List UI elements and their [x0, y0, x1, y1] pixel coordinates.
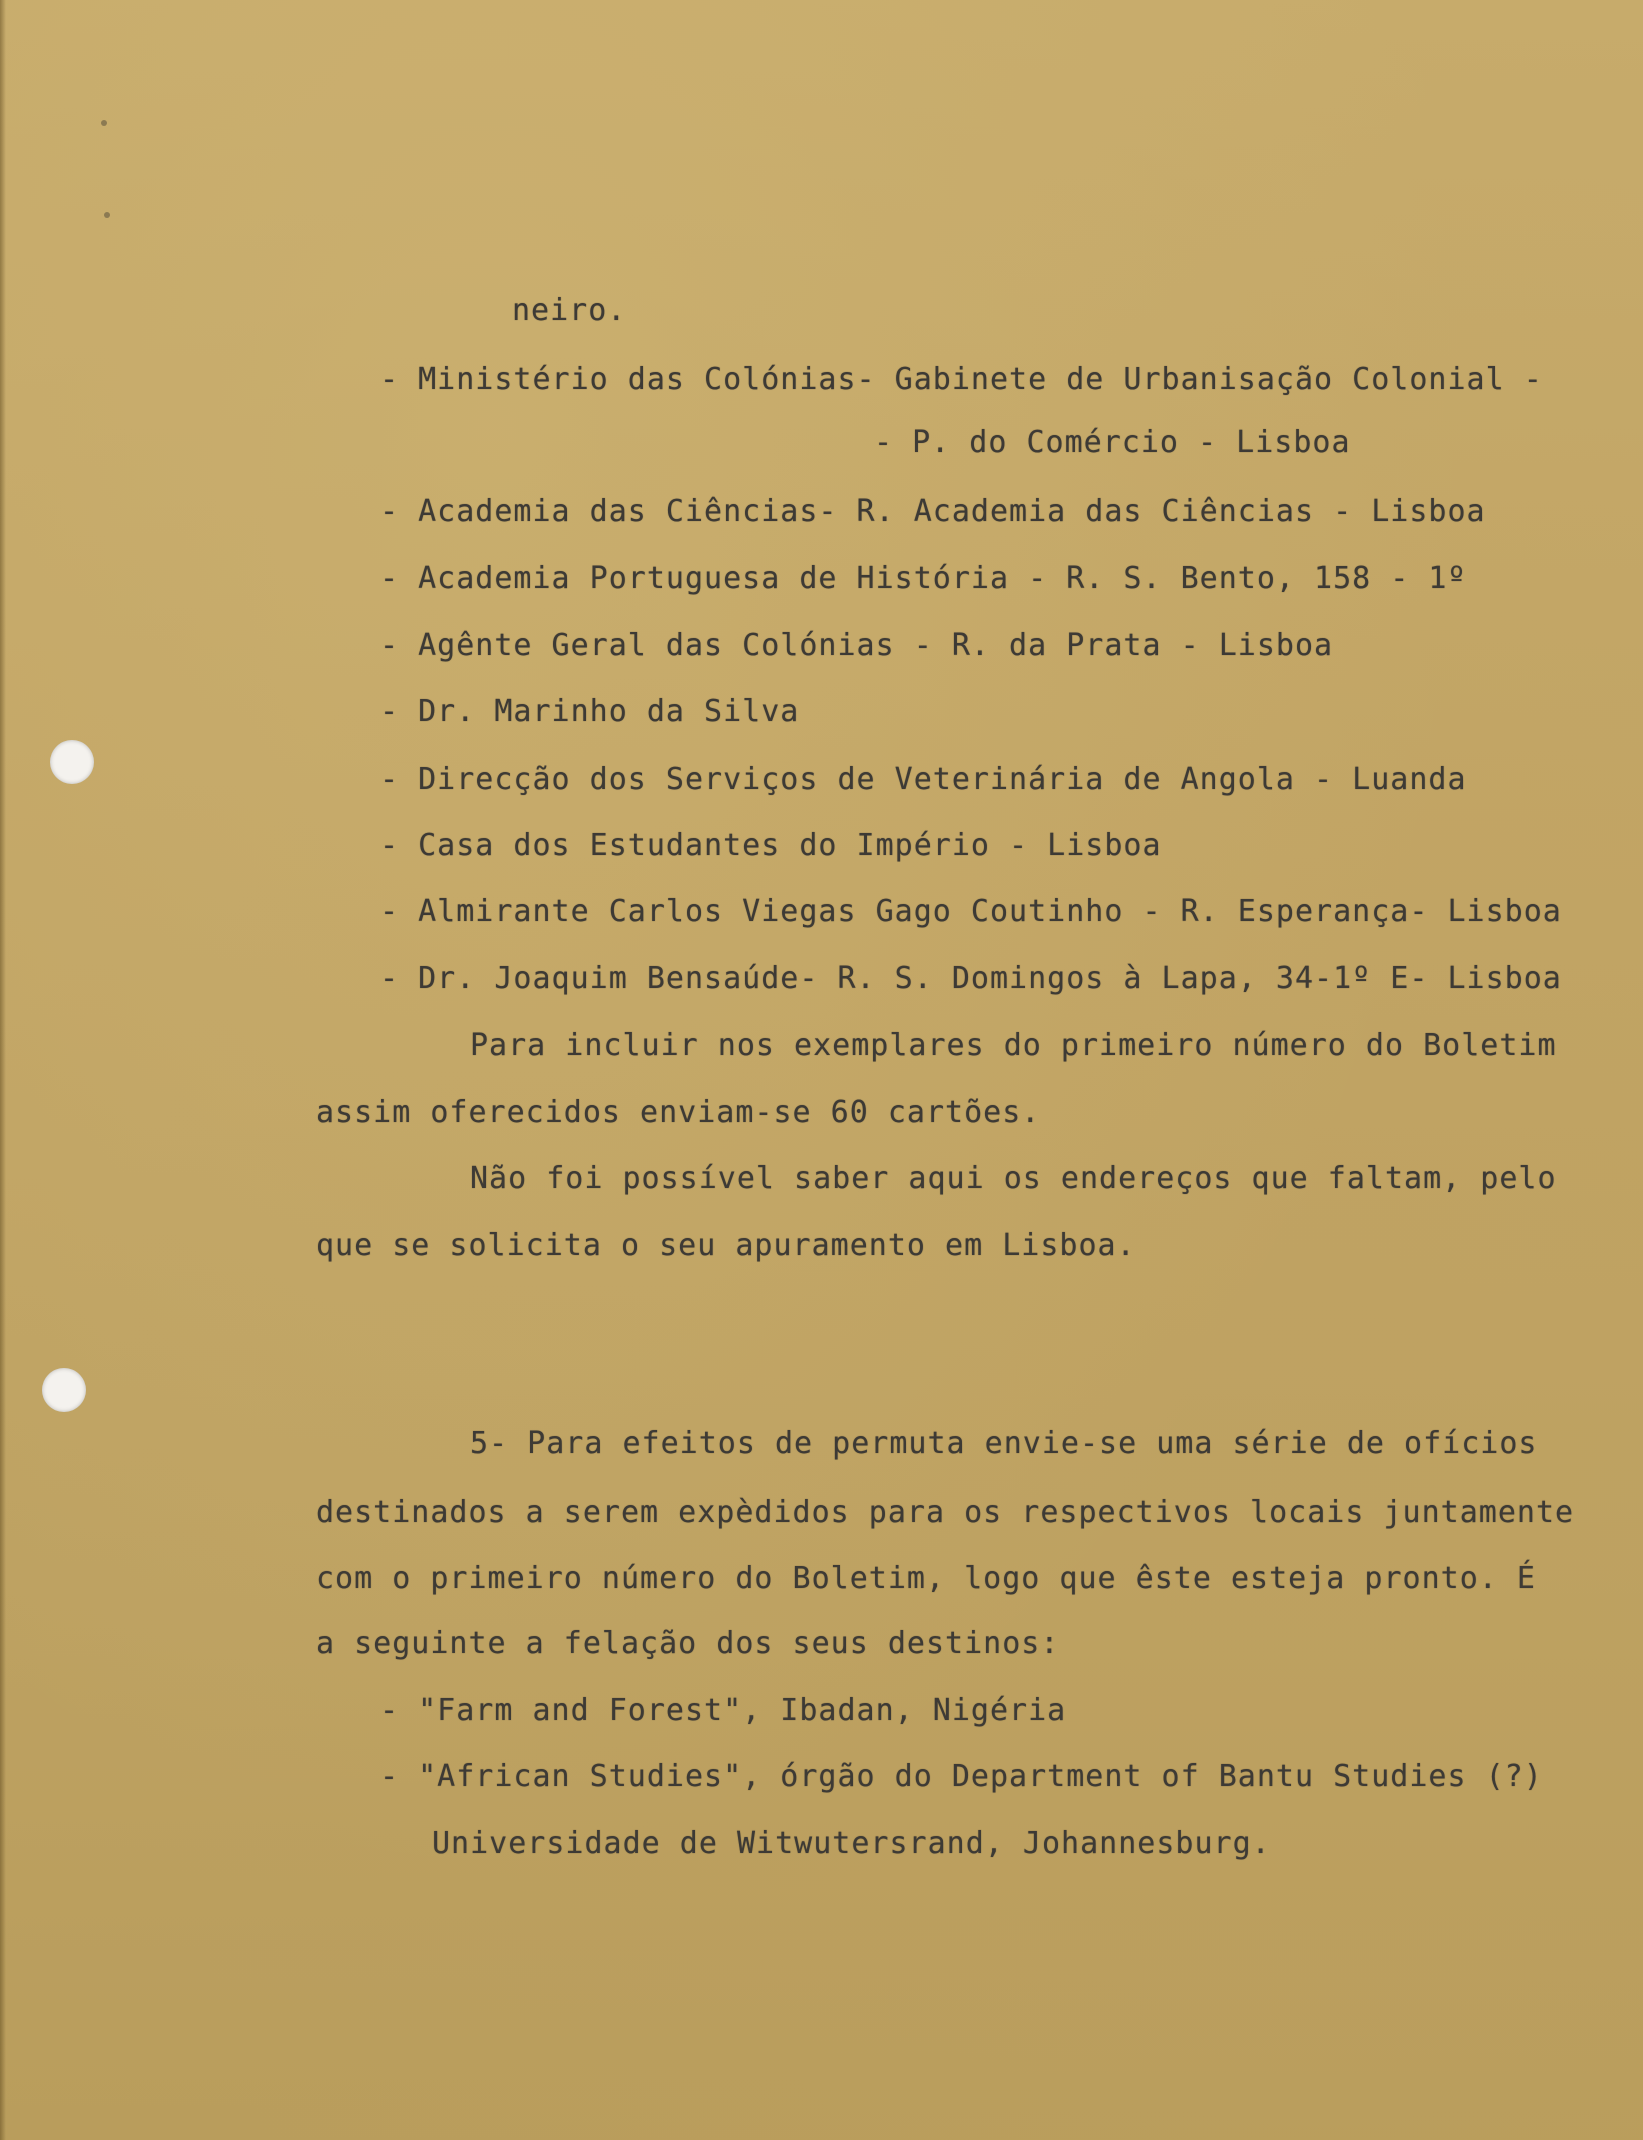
destination-line: - "African Studies", órgão do Department of Bantu Studies (?) — [380, 1759, 1543, 1794]
address-line: - Academia Portuguesa de História - R. S. Bento, 158 - 1º — [380, 561, 1467, 596]
paragraph-line: assim oferecidos enviam-se 60 cartões. — [316, 1095, 1041, 1130]
paper-speck — [104, 212, 110, 218]
paragraph-line: 5- Para efeitos de permuta envie-se uma série de ofícios — [470, 1426, 1538, 1461]
address-line: - Almirante Carlos Viegas Gago Coutinho - R. Esperança- Lisboa — [380, 894, 1562, 929]
address-line: - Agênte Geral das Colónias - R. da Prata - Lisboa — [380, 628, 1334, 663]
paragraph-line: destinados a serem expèdidos para os respectivos locais juntamente — [316, 1495, 1575, 1530]
paper-speck — [101, 120, 107, 126]
address-line: - Dr. Joaquim Bensaúde- R. S. Domingos à Lapa, 34-1º E- Lisboa — [380, 961, 1562, 996]
destination-line-continuation: Universidade de Witwutersrand, Johannesburg. — [432, 1826, 1271, 1861]
paragraph-line: a seguinte a felação dos seus destinos: — [316, 1626, 1060, 1661]
destination-line: - "Farm and Forest", Ibadan, Nigéria — [380, 1693, 1067, 1728]
punch-hole — [42, 1368, 86, 1412]
address-line: - Academia das Ciências- R. Academia das Ciências - Lisboa — [380, 494, 1486, 529]
punch-hole — [50, 740, 94, 784]
paragraph-line: que se solicita o seu apuramento em Lisboa. — [316, 1228, 1136, 1263]
text-line: neiro. — [512, 293, 627, 328]
address-line: - Dr. Marinho da Silva — [380, 694, 800, 729]
address-line: - Casa dos Estudantes do Império - Lisboa — [380, 828, 1162, 863]
paragraph-line: Para incluir nos exemplares do primeiro número do Boletim — [470, 1028, 1557, 1063]
address-line-continuation: - P. do Comércio - Lisboa — [874, 425, 1351, 460]
paragraph-line: com o primeiro número do Boletim, logo que êste esteja pronto. É — [316, 1561, 1536, 1596]
paragraph-line: Não foi possível saber aqui os endereços que faltam, pelo — [470, 1161, 1557, 1196]
address-line: - Ministério das Colónias- Gabinete de Urbanisação Colonial - — [380, 362, 1543, 397]
address-line: - Direcção dos Serviços de Veterinária de Angola - Luanda — [380, 762, 1467, 797]
page-edge-shadow — [0, 0, 6, 2140]
